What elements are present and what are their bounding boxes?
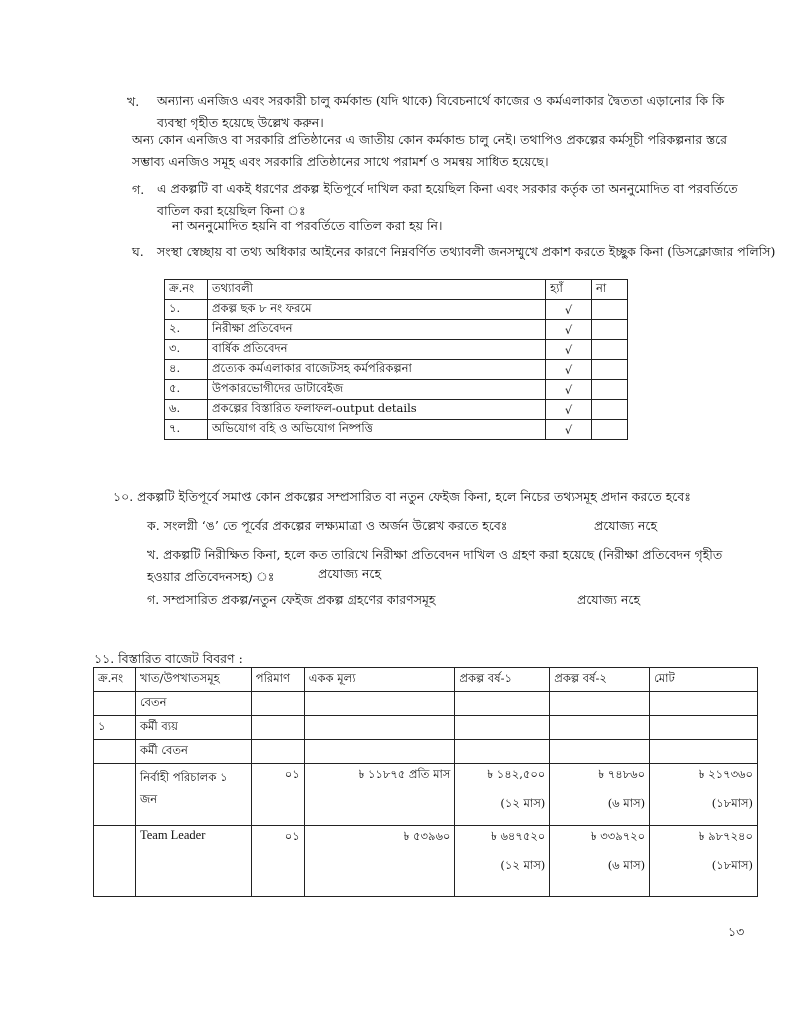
no-cell (592, 400, 628, 420)
page-number: ১৩ (728, 924, 745, 939)
section-ga-marker: গ. (132, 182, 145, 197)
section-11-heading: ১১. বিস্তারিত বাজেট বিবরণ : (94, 651, 243, 666)
row-year-2 (550, 826, 650, 897)
header-cell: না (592, 280, 628, 300)
no-cell (592, 360, 628, 380)
header-cell: হ্যাঁ (546, 280, 592, 300)
yes-check: √ (546, 320, 592, 340)
table-row (94, 826, 758, 897)
table-row (94, 716, 758, 740)
section-10-kha-answer: প্রযোজ্য নহে (318, 566, 382, 581)
table-row (165, 380, 628, 400)
row-number (94, 764, 136, 826)
section-10-ga-answer: প্রযোজ্য নহে (577, 592, 641, 607)
row-number: ৪. (165, 360, 208, 380)
table-row (94, 740, 758, 764)
yes-check: √ (546, 420, 592, 440)
yes-check: √ (546, 300, 592, 320)
table-header-row (94, 668, 758, 692)
row-item: প্রকল্পের বিস্তারিত ফলাফল-output details (207, 400, 545, 420)
year-1-duration: (১২ মাস) (500, 858, 546, 872)
row-unit-cost: ৳ ৫৩৯৬০ (304, 826, 455, 897)
table-row (165, 420, 628, 440)
row-quantity: ০১ (251, 826, 304, 897)
section-10-kha-question: খ. প্রকল্পটি নিরীক্ষিত কিনা, হলে কত তারিখে নিরীক্ষা প্রতিবেদন দাখিল ও গ্রহণ করা হয়েছে (নিরীক্ষা প্রতিবেদন গৃহীত হওয়ার প্রতিবেদনসহ) ঃ (147, 547, 723, 584)
section-gha-question: সংস্থা স্বেচ্ছায় বা তথ্য অধিকার আইনের কারণে নিম্নবর্ণিত তথ্যাবলী জনসম্মুখে প্রকাশ করতে ইচ্ছুক কিনা (ডিসক্লোজার পলিসি) (157, 244, 776, 259)
year-1-amount: ৳ ১৪২,৫০০ (487, 767, 546, 781)
row-item: কর্মী বেতন (135, 740, 251, 764)
section-10-ga-question: গ. সম্প্রসারিত প্রকল্প/নতুন ফেইজ প্রকল্প গ্রহণের কারণসমূহ (147, 592, 436, 607)
header-cell: প্রকল্প বর্ষ-২ (550, 668, 650, 692)
header-cell: পরিমাণ (251, 668, 304, 692)
yes-check: √ (546, 400, 592, 420)
header-cell: একক মূল্য (304, 668, 455, 692)
row-number: ৩. (165, 340, 208, 360)
table-row (94, 764, 758, 826)
section-gha-marker: ঘ. (132, 244, 144, 259)
row-quantity: ০১ (251, 764, 304, 826)
no-cell (592, 420, 628, 440)
yes-check: √ (546, 340, 592, 360)
header-cell: মোট (650, 668, 758, 692)
row-item: বেতন (135, 692, 251, 716)
row-item: Team Leader (135, 826, 251, 897)
total-amount: ৳ ৯৮৭২৪০ (698, 829, 753, 843)
no-cell (592, 340, 628, 360)
section-10-ka-answer: প্রযোজ্য নহে (594, 518, 658, 533)
row-number (94, 740, 136, 764)
disclosure-table (164, 279, 628, 440)
section-ga-question: এ প্রকল্পটি বা একই ধরণের প্রকল্প ইতিপূর্বে দাখিল করা হয়েছিল কিনা এবং সরকার কর্তৃক তা অননুমোদিত বা পরবর্তিতে বাতিল করা হয়েছিল কিনা ঃ (157, 181, 738, 218)
yes-check: √ (546, 360, 592, 380)
budget-table (93, 667, 758, 897)
row-item: বার্ষিক প্রতিবেদন (207, 340, 545, 360)
row-number: ৭. (165, 420, 208, 440)
row-unit-cost: ৳ ১১৮৭৫ প্রতি মাস (304, 764, 455, 826)
row-item: উপকারভোগীদের ডাটাবেইজ (207, 380, 545, 400)
header-cell: প্রকল্প বর্ষ-১ (455, 668, 550, 692)
table-row (165, 300, 628, 320)
header-cell: ক্র.নং (165, 280, 208, 300)
row-item: অভিযোগ বহি ও অভিযোগ নিষ্পত্তি (207, 420, 545, 440)
table-row (165, 400, 628, 420)
row-number: ২. (165, 320, 208, 340)
row-total (650, 826, 758, 897)
row-item: প্রত্যেক কর্মএলাকার বাজেটসহ কর্মপরিকল্পনা (207, 360, 545, 380)
row-total (650, 764, 758, 826)
total-duration: (১৮মাস) (711, 858, 753, 872)
row-item: নির্বাহী পরিচালক ১ জন (135, 764, 251, 826)
yes-check: √ (546, 380, 592, 400)
table-row (165, 360, 628, 380)
row-year-1 (455, 764, 550, 826)
section-kha-marker: খ. (127, 94, 140, 109)
header-cell: ক্র.নং (94, 668, 136, 692)
no-cell (592, 380, 628, 400)
table-row (165, 320, 628, 340)
table-row (94, 692, 758, 716)
row-item: কর্মী ব্যয় (135, 716, 251, 740)
row-item: প্রকল্প ছক ৮ নং ফরমে (207, 300, 545, 320)
row-item: নিরীক্ষা প্রতিবেদন (207, 320, 545, 340)
section-10-heading: ১০. প্রকল্পটি ইতিপূর্বে সমাপ্ত কোন প্রকল্পের সম্প্রসারিত বা নতুন ফেইজ কিনা, হলে নিচের তথ্যসমূহ প্রদান করতে হবেঃ (113, 489, 691, 504)
year-2-amount: ৳ ৭৪৮৬০ (598, 767, 646, 781)
header-cell: খাত/উপখাতসমূহ (135, 668, 251, 692)
section-ga-answer: না অননুমোদিত হয়নি বা পরবর্তিতে বাতিল করা হয় নি। (172, 218, 443, 233)
year-1-amount: ৳ ৬৪৭৫২০ (491, 829, 546, 843)
no-cell (592, 300, 628, 320)
total-amount: ৳ ২১৭৩৬০ (698, 767, 753, 781)
row-number (94, 826, 136, 897)
row-number (94, 692, 136, 716)
no-cell (592, 320, 628, 340)
section-10-ka-question: ক. সংলগ্নী ‘ঙ’ তে পূর্বের প্রকল্পের লক্ষ্যমাত্রা ও অর্জন উল্লেখ করতে হবেঃ (147, 518, 508, 533)
row-number: ৬. (165, 400, 208, 420)
row-year-1 (455, 826, 550, 897)
header-cell: তথ্যাবলী (207, 280, 545, 300)
table-row (165, 340, 628, 360)
year-2-duration: (৬ মাস) (607, 858, 646, 872)
year-2-amount: ৳ ৩৩৯৭২০ (590, 829, 646, 843)
total-duration: (১৮মাস) (711, 796, 753, 810)
row-number: ৫. (165, 380, 208, 400)
year-1-duration: (১২ মাস) (500, 796, 546, 810)
year-2-duration: (৬ মাস) (607, 796, 646, 810)
table-header-row (165, 280, 628, 300)
section-kha-answer: অন্য কোন এনজিও বা সরকারি প্রতিষ্ঠানের এ জাতীয় কোন কর্মকান্ড চালু নেই। তথাপিও প্রকল্পের কর্মসূচী পরিকল্পনার স্তরে সম্ভাব্য এনজিও সমূহ এবং সরকারি প্রতিষ্ঠানের সাথে পরামর্শ ও সমন্বয় সাধিত হয়েছে। (132, 132, 728, 169)
row-number: ১ (94, 716, 136, 740)
section-kha-question: অন্যান্য এনজিও এবং সরকারী চালু কর্মকান্ড (যদি থাকে) বিবেচনার্থে কাজের ও কর্মএলাকার দ্বৈততা এড়ানোর কি কি ব্যবস্থা গৃহীত হয়েছে উল্লেখ করুন। (157, 93, 725, 130)
row-year-2 (550, 764, 650, 826)
row-number: ১. (165, 300, 208, 320)
